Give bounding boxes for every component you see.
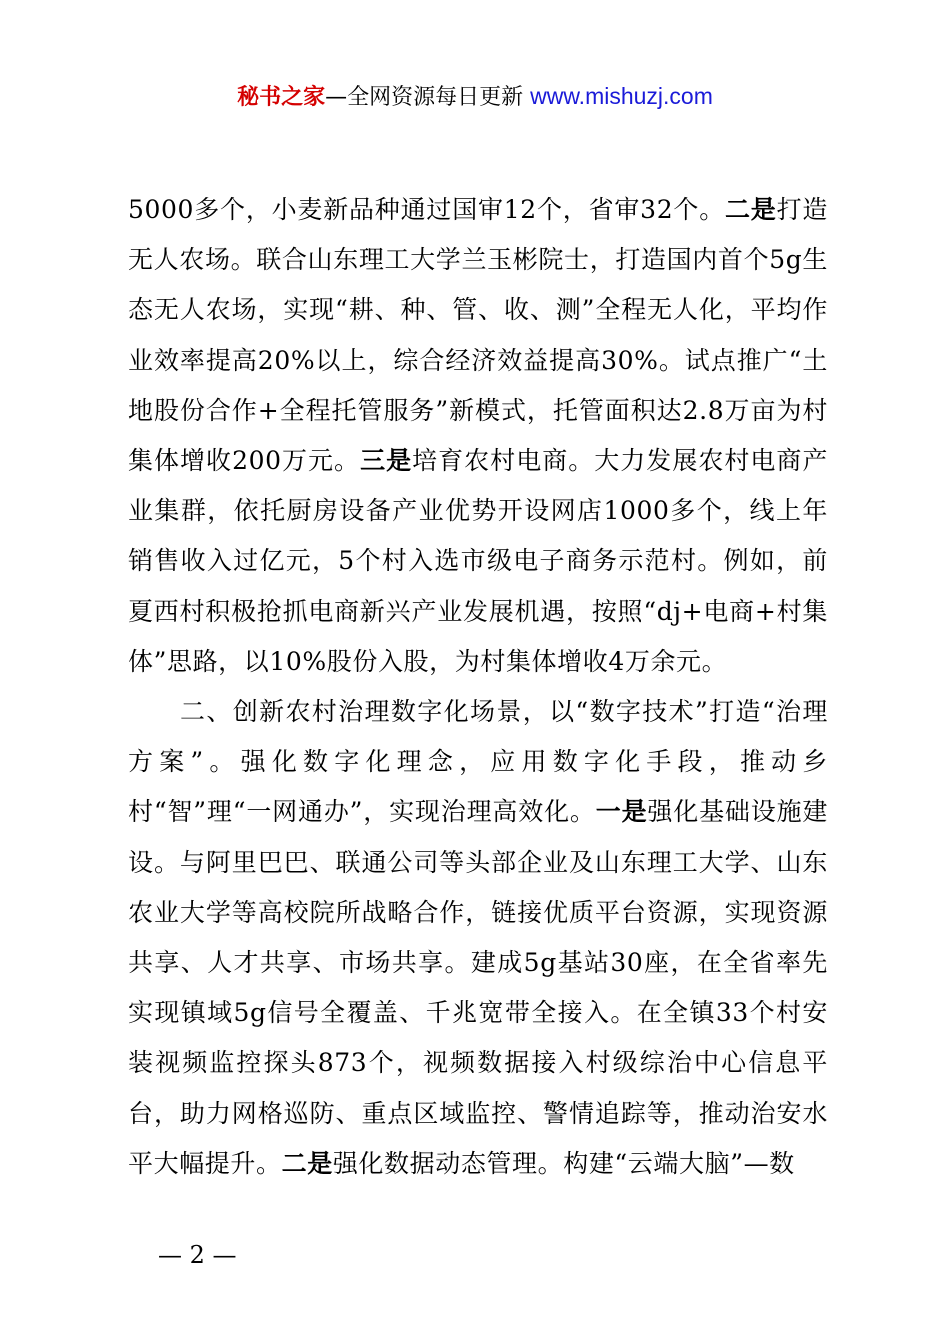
- paragraph-2: [128, 687, 828, 1189]
- paragraph-1: [128, 185, 828, 687]
- document-body: [128, 185, 828, 1189]
- paragraph-1-text-2: 打造无人农场。联合山东理工大学兰玉彬院士，打造国内首个5g生态无人农场，实现“耕、种、管、收、测”全程无人化，平均作业效率提高20%以上，综合经济效益提高30%。试点推广“土地股份合作+全程托管服务”新模式，托管面积达2.8万亩为村集体增收200万元。: [128, 195, 829, 476]
- paragraph-1-bold-2: 三是: [360, 446, 413, 476]
- header-url[interactable]: www.mishuzj.com: [530, 83, 713, 109]
- paragraph-2-text-2: 强化基础设施建设。与阿里巴巴、联通公司等头部企业及山东理工大学、山东农业大学等高校院所战略合作，链接优质平台资源，实现资源共享、人才共享、市场共享。建成5g基站30座，在全省率先实现镇域5g信号全覆盖、千兆宽带全接入。在全镇33个村安装视频监控探头873个，视频数据接入村级综治中心信息平台，助力网格巡防、重点区域监控、警情追踪等，推动治安水平大幅提升。: [128, 797, 829, 1178]
- header-slogan: —全网资源每日更新: [325, 85, 531, 110]
- page-number: — 2 —: [158, 1241, 237, 1269]
- paragraph-2-text-1: 二、创新农村治理数字化场景，以“数字技术”打造“治理方案”。强化数字化理念，应用数字化手段，推动乡村“智”理“一网通办”，实现治理高效化。: [128, 697, 828, 827]
- header-brand: 秘书之家: [237, 85, 326, 110]
- paragraph-1-text-1: 5000多个，小麦新品种通过国审12个，省审32个。: [128, 195, 725, 224]
- paragraph-1-bold-1: 二是: [725, 195, 777, 224]
- page-header: [0, 80, 950, 114]
- paragraph-2-text-3: 强化数据动态管理。构建“云端大脑”—数: [332, 1148, 795, 1178]
- paragraph-2-bold-1: 一是: [595, 797, 648, 827]
- paragraph-1-text-3: 培育农村电商。大力发展农村电商产业集群，依托厨房设备产业优势开设网店1000多个，线上年销售收入过亿元，5个村入选市级电子商务示范村。例如，前夏西村积极抢抓电商新兴产业发展机遇，按照“dj+电商+村集体”思路，以10%股份入股，为村集体增收4万余元。: [128, 446, 829, 676]
- paragraph-2-bold-2: 二是: [281, 1148, 333, 1178]
